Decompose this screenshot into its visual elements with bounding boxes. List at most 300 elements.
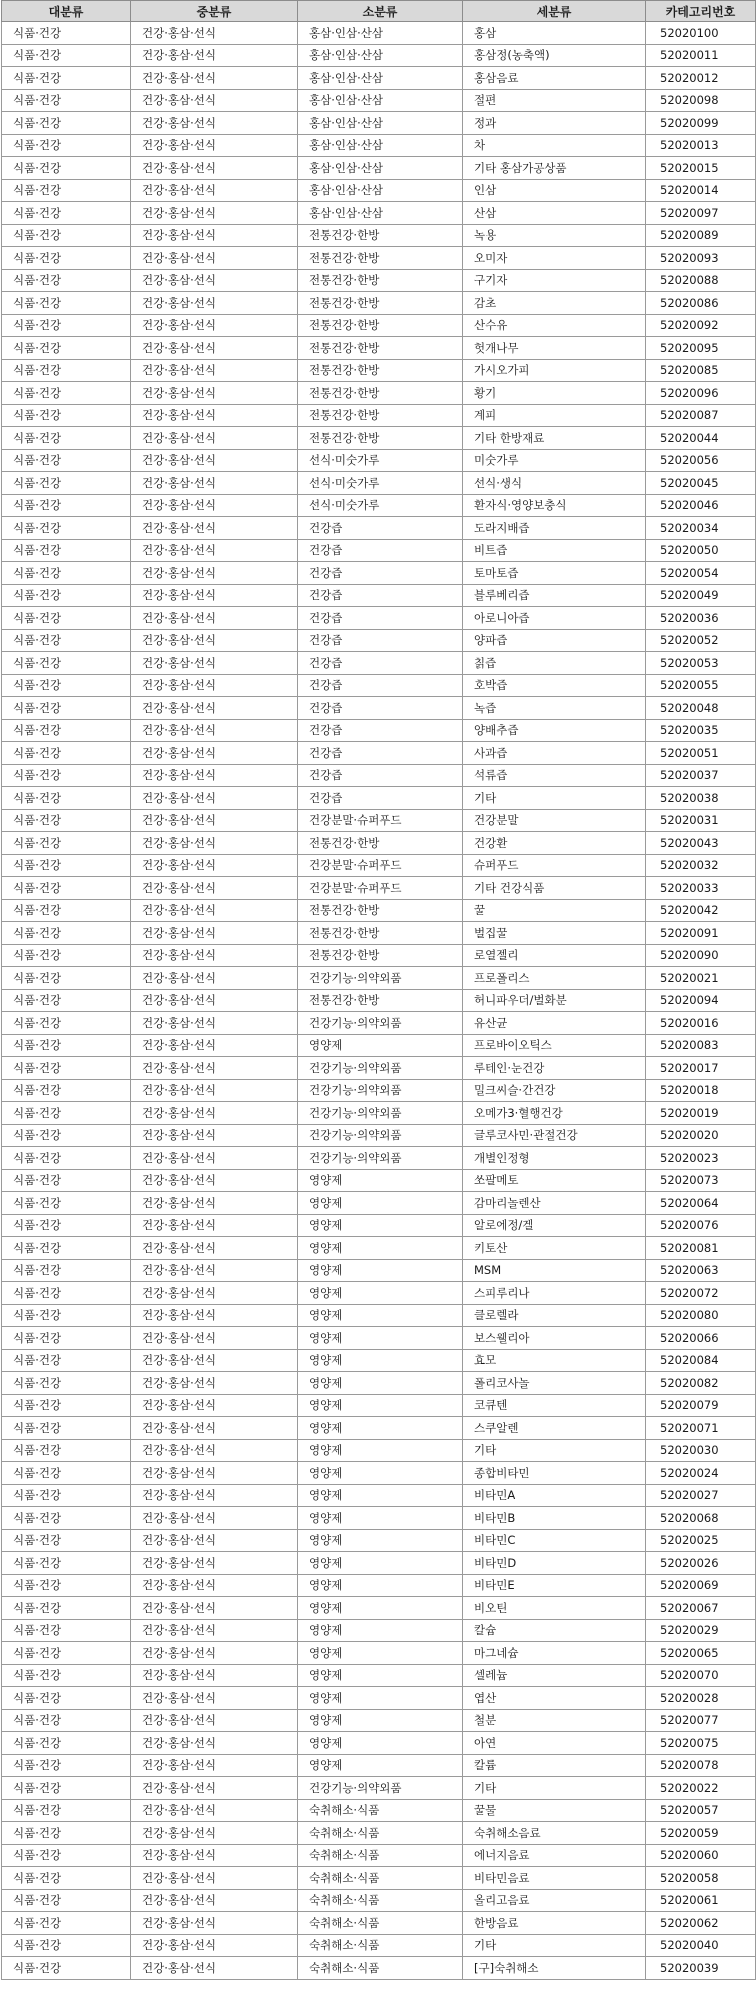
cell-major-category: 식품·건강: [2, 292, 131, 315]
cell-middle-category: 건강·홍삼·선식: [131, 1147, 298, 1170]
cell-major-category: 식품·건강: [2, 989, 131, 1012]
cell-detail-category: 스쿠알렌: [463, 1417, 646, 1440]
cell-minor-category: 홍삼·인삼·산삼: [298, 89, 463, 112]
cell-detail-category: 기타: [463, 787, 646, 810]
cell-major-category: 식품·건강: [2, 1664, 131, 1687]
cell-major-category: 식품·건강: [2, 652, 131, 675]
cell-major-category: 식품·건강: [2, 697, 131, 720]
cell-category-number: 52020078: [646, 1754, 756, 1777]
table-row: [2, 1934, 756, 1957]
cell-middle-category: 건강·홍삼·선식: [131, 1394, 298, 1417]
cell-middle-category: 건강·홍삼·선식: [131, 292, 298, 315]
cell-detail-category: 종합비타민: [463, 1462, 646, 1485]
table-row: [2, 67, 756, 90]
cell-middle-category: 건강·홍삼·선식: [131, 1214, 298, 1237]
cell-category-number: 52020031: [646, 809, 756, 832]
cell-category-number: 52020017: [646, 1057, 756, 1080]
cell-category-number: 52020012: [646, 67, 756, 90]
cell-minor-category: 전통건강·한방: [298, 427, 463, 450]
table-row: [2, 1394, 756, 1417]
cell-minor-category: 건강즙: [298, 652, 463, 675]
cell-major-category: 식품·건강: [2, 1349, 131, 1372]
table-row: [2, 1574, 756, 1597]
cell-detail-category: 아로니아즙: [463, 607, 646, 630]
cell-major-category: 식품·건강: [2, 1417, 131, 1440]
cell-middle-category: 건강·홍삼·선식: [131, 157, 298, 180]
cell-middle-category: 건강·홍삼·선식: [131, 1777, 298, 1800]
cell-category-number: 52020087: [646, 404, 756, 427]
cell-detail-category: 스피루리나: [463, 1282, 646, 1305]
cell-major-category: 식품·건강: [2, 1124, 131, 1147]
cell-detail-category: 폴리코사놀: [463, 1372, 646, 1395]
table-row: [2, 652, 756, 675]
cell-detail-category: 엽산: [463, 1687, 646, 1710]
cell-minor-category: 건강기능·의약외품: [298, 1012, 463, 1035]
cell-major-category: 식품·건강: [2, 944, 131, 967]
cell-middle-category: 건강·홍삼·선식: [131, 832, 298, 855]
cell-middle-category: 건강·홍삼·선식: [131, 382, 298, 405]
cell-minor-category: 건강분말·슈퍼푸드: [298, 809, 463, 832]
cell-detail-category: 칼륨: [463, 1754, 646, 1777]
cell-middle-category: 건강·홍삼·선식: [131, 1372, 298, 1395]
table-row: [2, 629, 756, 652]
cell-detail-category: 산삼: [463, 202, 646, 225]
cell-major-category: 식품·건강: [2, 134, 131, 157]
cell-middle-category: 건강·홍삼·선식: [131, 1867, 298, 1890]
cell-major-category: 식품·건강: [2, 1192, 131, 1215]
table-row: [2, 1642, 756, 1665]
header-minor-category: 소분류: [298, 1, 463, 22]
cell-detail-category: 비타민C: [463, 1529, 646, 1552]
cell-category-number: 52020064: [646, 1192, 756, 1215]
cell-major-category: 식품·건강: [2, 877, 131, 900]
cell-detail-category: 글루코사민·관절건강: [463, 1124, 646, 1147]
cell-detail-category: 오메가3·혈행건강: [463, 1102, 646, 1125]
table-row: [2, 1957, 756, 1980]
cell-minor-category: 영양제: [298, 1462, 463, 1485]
cell-detail-category: 클로렐라: [463, 1304, 646, 1327]
cell-minor-category: 전통건강·한방: [298, 359, 463, 382]
cell-detail-category: 칡즙: [463, 652, 646, 675]
cell-major-category: 식품·건강: [2, 1687, 131, 1710]
cell-detail-category: 비타민음료: [463, 1867, 646, 1890]
cell-detail-category: 유산균: [463, 1012, 646, 1035]
cell-category-number: 52020070: [646, 1664, 756, 1687]
cell-major-category: 식품·건강: [2, 764, 131, 787]
cell-detail-category: 양배추즙: [463, 719, 646, 742]
table-row: [2, 1732, 756, 1755]
cell-detail-category: 구기자: [463, 269, 646, 292]
table-row: [2, 179, 756, 202]
cell-major-category: 식품·건강: [2, 22, 131, 45]
cell-detail-category: 녹용: [463, 224, 646, 247]
cell-major-category: 식품·건강: [2, 1327, 131, 1350]
cell-detail-category: 비타민D: [463, 1552, 646, 1575]
cell-major-category: 식품·건강: [2, 427, 131, 450]
table-row: [2, 944, 756, 967]
cell-middle-category: 건강·홍삼·선식: [131, 584, 298, 607]
table-row: [2, 1664, 756, 1687]
cell-middle-category: 건강·홍삼·선식: [131, 1417, 298, 1440]
cell-detail-category: 프로폴리스: [463, 967, 646, 990]
cell-minor-category: 숙취해소·식품: [298, 1889, 463, 1912]
cell-category-number: 52020100: [646, 22, 756, 45]
cell-major-category: 식품·건강: [2, 832, 131, 855]
cell-category-number: 52020038: [646, 787, 756, 810]
category-table: [1, 0, 756, 1980]
cell-detail-category: 미숫가루: [463, 449, 646, 472]
cell-detail-category: 홍삼음료: [463, 67, 646, 90]
cell-middle-category: 건강·홍삼·선식: [131, 494, 298, 517]
cell-category-number: 52020054: [646, 562, 756, 585]
table-row: [2, 1844, 756, 1867]
cell-category-number: 52020061: [646, 1889, 756, 1912]
cell-major-category: 식품·건강: [2, 584, 131, 607]
cell-minor-category: 전통건강·한방: [298, 832, 463, 855]
cell-category-number: 52020089: [646, 224, 756, 247]
cell-detail-category: 가시오가피: [463, 359, 646, 382]
table-row: [2, 989, 756, 1012]
cell-minor-category: 전통건강·한방: [298, 899, 463, 922]
cell-minor-category: 영양제: [298, 1372, 463, 1395]
cell-major-category: 식품·건강: [2, 1799, 131, 1822]
cell-detail-category: 보스웰리아: [463, 1327, 646, 1350]
cell-major-category: 식품·건강: [2, 1484, 131, 1507]
table-row: [2, 337, 756, 360]
cell-middle-category: 건강·홍삼·선식: [131, 1912, 298, 1935]
cell-middle-category: 건강·홍삼·선식: [131, 899, 298, 922]
table-row: [2, 674, 756, 697]
cell-major-category: 식품·건강: [2, 112, 131, 135]
cell-major-category: 식품·건강: [2, 562, 131, 585]
cell-middle-category: 건강·홍삼·선식: [131, 1304, 298, 1327]
table-row: [2, 1349, 756, 1372]
cell-minor-category: 전통건강·한방: [298, 247, 463, 270]
cell-category-number: 52020062: [646, 1912, 756, 1935]
cell-minor-category: 전통건강·한방: [298, 382, 463, 405]
table-row: [2, 269, 756, 292]
cell-detail-category: 도라지배즙: [463, 517, 646, 540]
cell-detail-category: 호박즙: [463, 674, 646, 697]
table-row: [2, 202, 756, 225]
cell-category-number: 52020097: [646, 202, 756, 225]
cell-category-number: 52020060: [646, 1844, 756, 1867]
cell-major-category: 식품·건강: [2, 1304, 131, 1327]
cell-category-number: 52020037: [646, 764, 756, 787]
cell-minor-category: 영양제: [298, 1439, 463, 1462]
cell-category-number: 52020059: [646, 1822, 756, 1845]
cell-category-number: 52020044: [646, 427, 756, 450]
table-row: [2, 1034, 756, 1057]
cell-detail-category: MSM: [463, 1259, 646, 1282]
cell-major-category: 식품·건강: [2, 472, 131, 495]
cell-detail-category: 숙취해소음료: [463, 1822, 646, 1845]
cell-category-number: 52020055: [646, 674, 756, 697]
cell-minor-category: 영양제: [298, 1597, 463, 1620]
cell-detail-category: 기타: [463, 1934, 646, 1957]
cell-major-category: 식품·건강: [2, 67, 131, 90]
cell-major-category: 식품·건강: [2, 1574, 131, 1597]
cell-detail-category: 건강환: [463, 832, 646, 855]
cell-detail-category: 양파즙: [463, 629, 646, 652]
cell-category-number: 52020095: [646, 337, 756, 360]
cell-category-number: 52020051: [646, 742, 756, 765]
cell-category-number: 52020014: [646, 179, 756, 202]
cell-major-category: 식품·건강: [2, 1732, 131, 1755]
table-row: [2, 1439, 756, 1462]
cell-category-number: 52020063: [646, 1259, 756, 1282]
cell-middle-category: 건강·홍삼·선식: [131, 427, 298, 450]
cell-major-category: 식품·건강: [2, 382, 131, 405]
cell-minor-category: 전통건강·한방: [298, 224, 463, 247]
cell-category-number: 52020068: [646, 1507, 756, 1530]
cell-major-category: 식품·건강: [2, 1957, 131, 1980]
cell-minor-category: 영양제: [298, 1552, 463, 1575]
cell-middle-category: 건강·홍삼·선식: [131, 1259, 298, 1282]
cell-minor-category: 홍삼·인삼·산삼: [298, 67, 463, 90]
cell-middle-category: 건강·홍삼·선식: [131, 314, 298, 337]
cell-category-number: 52020086: [646, 292, 756, 315]
cell-category-number: 52020096: [646, 382, 756, 405]
cell-category-number: 52020015: [646, 157, 756, 180]
cell-middle-category: 건강·홍삼·선식: [131, 1124, 298, 1147]
table-row: [2, 1619, 756, 1642]
table-row: [2, 1417, 756, 1440]
table-row: [2, 787, 756, 810]
cell-detail-category: 밀크씨슬·간건강: [463, 1079, 646, 1102]
cell-minor-category: 영양제: [298, 1732, 463, 1755]
cell-major-category: 식품·건강: [2, 1372, 131, 1395]
cell-minor-category: 영양제: [298, 1417, 463, 1440]
table-row: [2, 359, 756, 382]
table-row: [2, 1484, 756, 1507]
table-row: [2, 1889, 756, 1912]
cell-detail-category: 꿀물: [463, 1799, 646, 1822]
cell-middle-category: 건강·홍삼·선식: [131, 1597, 298, 1620]
cell-middle-category: 건강·홍삼·선식: [131, 449, 298, 472]
cell-detail-category: 홍삼: [463, 22, 646, 45]
cell-minor-category: 전통건강·한방: [298, 314, 463, 337]
cell-detail-category: [구]숙취해소: [463, 1957, 646, 1980]
cell-minor-category: 선식·미숫가루: [298, 494, 463, 517]
cell-minor-category: 숙취해소·식품: [298, 1957, 463, 1980]
cell-major-category: 식품·건강: [2, 1777, 131, 1800]
table-row: [2, 314, 756, 337]
cell-category-number: 52020025: [646, 1529, 756, 1552]
cell-major-category: 식품·건강: [2, 922, 131, 945]
cell-middle-category: 건강·홍삼·선식: [131, 742, 298, 765]
cell-middle-category: 건강·홍삼·선식: [131, 472, 298, 495]
cell-minor-category: 영양제: [298, 1282, 463, 1305]
cell-middle-category: 건강·홍삼·선식: [131, 539, 298, 562]
cell-middle-category: 건강·홍삼·선식: [131, 1327, 298, 1350]
cell-minor-category: 영양제: [298, 1327, 463, 1350]
cell-middle-category: 건강·홍삼·선식: [131, 202, 298, 225]
table-row: [2, 1079, 756, 1102]
table-header: [2, 1, 756, 22]
cell-detail-category: 감마리놀렌산: [463, 1192, 646, 1215]
cell-middle-category: 건강·홍삼·선식: [131, 1687, 298, 1710]
cell-category-number: 52020011: [646, 44, 756, 67]
cell-major-category: 식품·건강: [2, 179, 131, 202]
cell-minor-category: 선식·미숫가루: [298, 472, 463, 495]
cell-minor-category: 홍삼·인삼·산삼: [298, 202, 463, 225]
cell-minor-category: 영양제: [298, 1394, 463, 1417]
cell-middle-category: 건강·홍삼·선식: [131, 809, 298, 832]
table-row: [2, 719, 756, 742]
cell-detail-category: 환자식·영양보충식: [463, 494, 646, 517]
cell-detail-category: 인삼: [463, 179, 646, 202]
cell-minor-category: 숙취해소·식품: [298, 1822, 463, 1845]
cell-middle-category: 건강·홍삼·선식: [131, 1102, 298, 1125]
cell-major-category: 식품·건강: [2, 1597, 131, 1620]
cell-detail-category: 기타 한방재료: [463, 427, 646, 450]
table-row: [2, 1169, 756, 1192]
cell-minor-category: 영양제: [298, 1529, 463, 1552]
table-row: [2, 539, 756, 562]
cell-category-number: 52020083: [646, 1034, 756, 1057]
cell-category-number: 52020069: [646, 1574, 756, 1597]
cell-major-category: 식품·건강: [2, 314, 131, 337]
cell-detail-category: 에너지음료: [463, 1844, 646, 1867]
table-row: [2, 449, 756, 472]
table-row: [2, 157, 756, 180]
cell-middle-category: 건강·홍삼·선식: [131, 269, 298, 292]
table-row: [2, 1327, 756, 1350]
cell-minor-category: 영양제: [298, 1642, 463, 1665]
cell-major-category: 식품·건강: [2, 1282, 131, 1305]
cell-minor-category: 건강즙: [298, 584, 463, 607]
cell-category-number: 52020076: [646, 1214, 756, 1237]
cell-major-category: 식품·건강: [2, 1529, 131, 1552]
cell-category-number: 52020023: [646, 1147, 756, 1170]
cell-detail-category: 벌집꿀: [463, 922, 646, 945]
cell-category-number: 52020022: [646, 1777, 756, 1800]
cell-major-category: 식품·건강: [2, 1462, 131, 1485]
cell-minor-category: 숙취해소·식품: [298, 1844, 463, 1867]
cell-middle-category: 건강·홍삼·선식: [131, 1799, 298, 1822]
cell-category-number: 52020071: [646, 1417, 756, 1440]
table-row: [2, 472, 756, 495]
cell-middle-category: 건강·홍삼·선식: [131, 1079, 298, 1102]
cell-minor-category: 선식·미숫가루: [298, 449, 463, 472]
table-row: [2, 1912, 756, 1935]
table-row: [2, 562, 756, 585]
cell-category-number: 52020036: [646, 607, 756, 630]
cell-middle-category: 건강·홍삼·선식: [131, 854, 298, 877]
cell-major-category: 식품·건강: [2, 1079, 131, 1102]
cell-middle-category: 건강·홍삼·선식: [131, 1822, 298, 1845]
cell-middle-category: 건강·홍삼·선식: [131, 67, 298, 90]
cell-category-number: 52020050: [646, 539, 756, 562]
cell-detail-category: 슈퍼푸드: [463, 854, 646, 877]
cell-detail-category: 개별인정형: [463, 1147, 646, 1170]
cell-category-number: 52020046: [646, 494, 756, 517]
cell-minor-category: 건강즙: [298, 764, 463, 787]
cell-middle-category: 건강·홍삼·선식: [131, 44, 298, 67]
cell-category-number: 52020027: [646, 1484, 756, 1507]
cell-major-category: 식품·건강: [2, 539, 131, 562]
cell-minor-category: 홍삼·인삼·산삼: [298, 112, 463, 135]
table-row: [2, 1237, 756, 1260]
cell-category-number: 52020090: [646, 944, 756, 967]
cell-middle-category: 건강·홍삼·선식: [131, 989, 298, 1012]
cell-category-number: 52020029: [646, 1619, 756, 1642]
cell-detail-category: 블루베리즙: [463, 584, 646, 607]
cell-minor-category: 건강분말·슈퍼푸드: [298, 877, 463, 900]
cell-major-category: 식품·건강: [2, 1259, 131, 1282]
cell-category-number: 52020049: [646, 584, 756, 607]
table-row: [2, 1214, 756, 1237]
cell-category-number: 52020080: [646, 1304, 756, 1327]
cell-middle-category: 건강·홍삼·선식: [131, 1169, 298, 1192]
cell-middle-category: 건강·홍삼·선식: [131, 562, 298, 585]
cell-minor-category: 전통건강·한방: [298, 292, 463, 315]
cell-major-category: 식품·건강: [2, 787, 131, 810]
table-row: [2, 742, 756, 765]
cell-minor-category: 영양제: [298, 1237, 463, 1260]
cell-category-number: 52020058: [646, 1867, 756, 1890]
cell-detail-category: 토마토즙: [463, 562, 646, 585]
cell-middle-category: 건강·홍삼·선식: [131, 1934, 298, 1957]
cell-minor-category: 건강즙: [298, 742, 463, 765]
cell-minor-category: 건강기능·의약외품: [298, 1147, 463, 1170]
cell-category-number: 52020093: [646, 247, 756, 270]
cell-detail-category: 프로바이오틱스: [463, 1034, 646, 1057]
cell-detail-category: 석류즙: [463, 764, 646, 787]
cell-minor-category: 건강기능·의약외품: [298, 1124, 463, 1147]
table-row: [2, 1529, 756, 1552]
cell-minor-category: 건강기능·의약외품: [298, 1102, 463, 1125]
cell-category-number: 52020048: [646, 697, 756, 720]
cell-minor-category: 건강즙: [298, 629, 463, 652]
cell-minor-category: 전통건강·한방: [298, 922, 463, 945]
cell-middle-category: 건강·홍삼·선식: [131, 1012, 298, 1035]
table-row: [2, 1282, 756, 1305]
cell-minor-category: 전통건강·한방: [298, 269, 463, 292]
cell-major-category: 식품·건강: [2, 719, 131, 742]
table-row: [2, 764, 756, 787]
cell-minor-category: 홍삼·인삼·산삼: [298, 157, 463, 180]
cell-detail-category: 비타민B: [463, 1507, 646, 1530]
cell-major-category: 식품·건강: [2, 1867, 131, 1890]
cell-middle-category: 건강·홍삼·선식: [131, 1237, 298, 1260]
cell-middle-category: 건강·홍삼·선식: [131, 89, 298, 112]
cell-major-category: 식품·건강: [2, 1237, 131, 1260]
cell-major-category: 식품·건강: [2, 1034, 131, 1057]
cell-minor-category: 영양제: [298, 1507, 463, 1530]
cell-middle-category: 건강·홍삼·선식: [131, 1192, 298, 1215]
table-row: [2, 494, 756, 517]
cell-minor-category: 건강즙: [298, 787, 463, 810]
cell-middle-category: 건강·홍삼·선식: [131, 1282, 298, 1305]
cell-major-category: 식품·건강: [2, 1619, 131, 1642]
cell-minor-category: 홍삼·인삼·산삼: [298, 22, 463, 45]
table-row: [2, 607, 756, 630]
cell-middle-category: 건강·홍삼·선식: [131, 1552, 298, 1575]
cell-major-category: 식품·건강: [2, 247, 131, 270]
table-row: [2, 22, 756, 45]
cell-detail-category: 꿀: [463, 899, 646, 922]
cell-category-number: 52020066: [646, 1327, 756, 1350]
cell-middle-category: 건강·홍삼·선식: [131, 1529, 298, 1552]
cell-major-category: 식품·건강: [2, 899, 131, 922]
cell-middle-category: 건강·홍삼·선식: [131, 764, 298, 787]
cell-detail-category: 철분: [463, 1709, 646, 1732]
table-row: [2, 832, 756, 855]
cell-middle-category: 건강·홍삼·선식: [131, 629, 298, 652]
header-major-category: 대분류: [2, 1, 131, 22]
